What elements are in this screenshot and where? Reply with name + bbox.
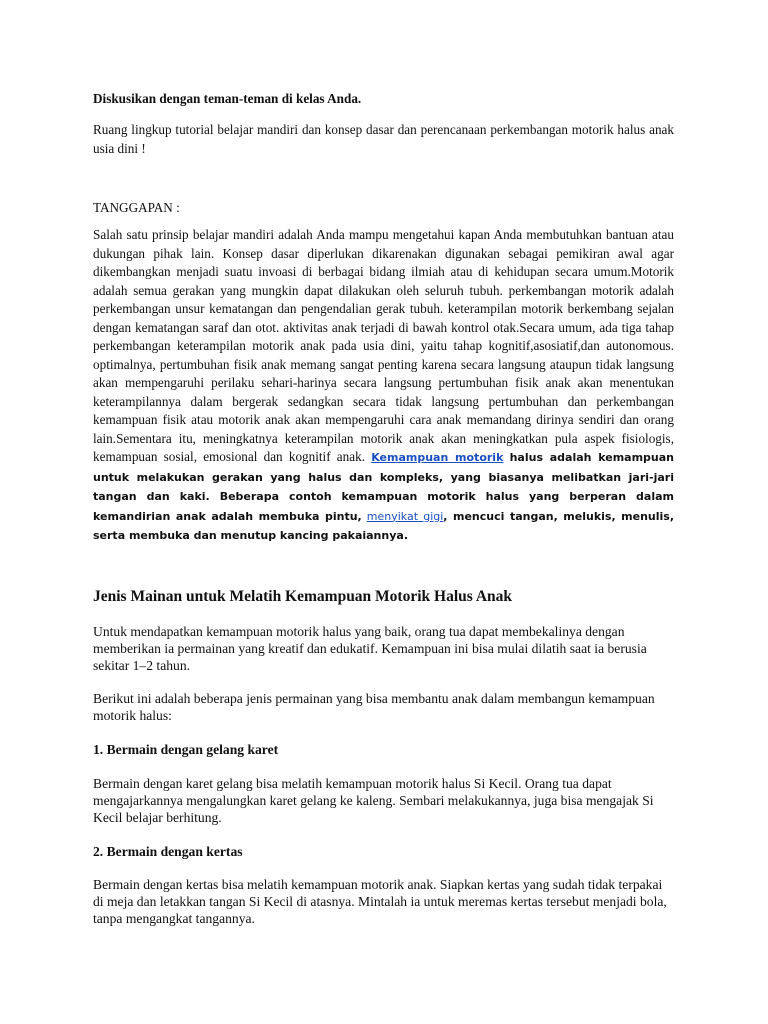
intro-text: Untuk mendapatkan kemampuan motorik halus yang baik, orang tua dapat membekalinya dengan memberikan ia permainan yang kreatif dan edukatif. Kemampuan ini bisa mulai dilatih saat ia berusia sekitar 1–2 tahun. xyxy=(93,624,647,674)
response-label: TANGGAPAN : xyxy=(93,200,180,215)
quote-text-2: , mencuci tangan, melukis, menulis, serta membuka dan menutup kancing pakaiannya. xyxy=(93,509,675,542)
response-block xyxy=(93,226,674,546)
link-kemampuan-motorik[interactable]: Kemampuan motorik xyxy=(371,451,504,464)
item1-title: 1. Bermain dengan gelang karet xyxy=(93,742,279,757)
link-menyikat-gigi[interactable]: menyikat gigi xyxy=(366,509,444,523)
item2-title: 2. Bermain dengan kertas xyxy=(93,844,243,859)
response-text: Salah satu prinsip belajar mandiri adalah Anda mampu mengetahui kapan Anda membutuhkan bantuan atau dukungan pihak lain. Konsep dasar diperlukan dikarenakan digunakan sebagai pemikiran awal agar dikembangkan menjadi suatu invoasi di berbagai bidang ilmiah atau di kehidupan secara umum.Motorik adalah semua gerakan yang mungkin dapat dilakukan oleh seluruh tubuh. perkembangan motorik adalah perkembangan unsur kematangan dan pengendalian gerak tubuh. keterampilan motorik berkembang sejalan dengan kematangan saraf dan otot. aktivitas anak terjadi di bawah kontrol otak.Secara umum, ada tiga tahap perkembangan keterampilan motorik anak pada usia dini, yaitu tahap kognitif,asosiatif,dan autonomous. optimalnya, pertumbuhan fisik anak memang sangat penting karena secara langsung ataupun tidak langsung akan mempengaruhi perilaku sehari-harinya secara langsung pertumbuhan fisik anak akan menentukan keterampilannya dalam bergerak sedangkan secara tidak langsung pertumbuhan dan perkembangan kemampuan fisik atau motorik anak akan mempengaruhi cara anak memandang dirinya sendiri dan orang lain.Sementara itu, meningkatnya keterampilan motorik anak akan meningkatkan pula aspek fisiologis, kemampuan sosial, emosional dan kognitif anak. xyxy=(93,227,674,464)
item1-text: Bermain dengan karet gelang bisa melatih kemampuan motorik halus Si Kecil. Orang tua dapat mengajarkannya mengalungkan karet gelang ke kaleng. Sembari melakukannya, juga bisa mengajak Si Kecil belajar berhitung. xyxy=(93,776,654,826)
list-intro-text: Berikut ini adalah beberapa jenis permainan yang bisa membantu anak dalam membangun kemampuan motorik halus: xyxy=(93,691,655,724)
item2-text: Bermain dengan kertas bisa melatih kemampuan motorik anak. Siapkan kertas yang sudah tidak terpakai di meja dan letakkan tangan Si Kecil di atasnya. Mintalah ia untuk meremas kertas tersebut menjadi bola, tanpa mengangkat tangannya. xyxy=(93,877,667,927)
quote-text-1: halus adalah kemampuan untuk melakukan gerakan yang halus dan kompleks, yang biasanya melibatkan jari-jari tangan dan kaki. Beberapa contoh kemampuan motorik halus yang berperan dalam kemandirian anak adalah membuka pintu, xyxy=(93,451,674,523)
section-heading: Jenis Mainan untuk Melatih Kemampuan Motorik Halus Anak xyxy=(93,588,512,605)
instruction-text: Diskusikan dengan teman-teman di kelas Anda. xyxy=(93,91,362,106)
topic-text: Ruang lingkup tutorial belajar mandiri dan konsep dasar dan perencanaan perkembangan motorik halus anak usia dini ! xyxy=(93,122,674,156)
